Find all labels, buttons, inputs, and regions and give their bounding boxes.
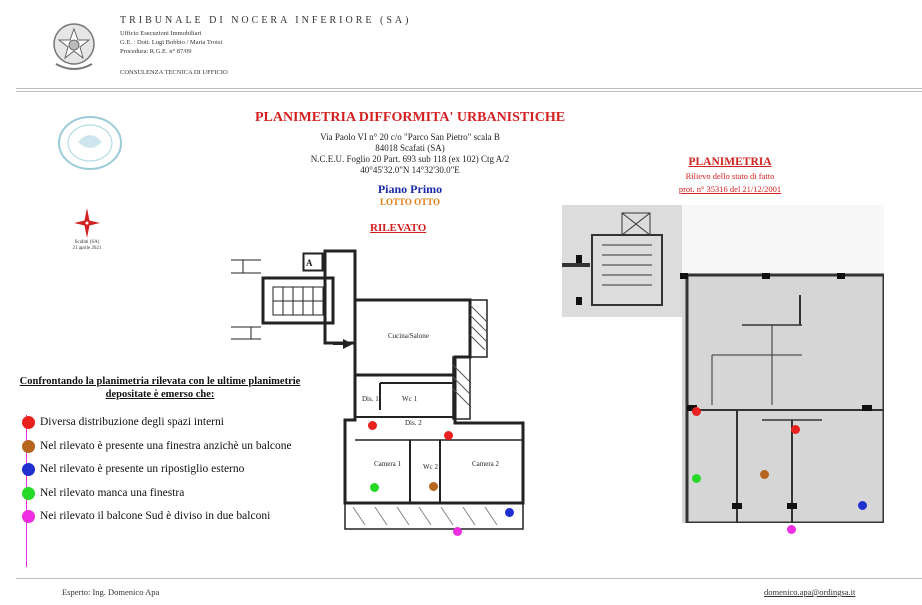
marker-external-storage: [505, 508, 514, 517]
comparison-heading: Confrontando la planimetria rilevata con le ultime planimetrie depositate è emerso che:: [19, 376, 301, 400]
footer-divider: [16, 578, 922, 579]
marker-internal-layout: [368, 421, 377, 430]
compass-location: Scafati (SA): [74, 240, 100, 245]
legend-item: [22, 459, 244, 479]
marker-missing-window: [370, 483, 379, 492]
room-cucina-salone: Cucina/Salone: [388, 332, 429, 340]
room-camera-2: Camera 2: [472, 460, 500, 468]
address-line-2: 84018 Scafati (SA): [375, 143, 445, 153]
marker-storage-deposited: [858, 501, 867, 510]
marker-internal-layout-deposited: [692, 407, 701, 416]
cadastral-line: N.C.E.U. Foglio 20 Part. 693 sub 118 (ex 102) Ctg A/2: [310, 154, 510, 164]
green-dot-icon: [22, 487, 35, 500]
marker-balcony-deposited: [787, 525, 796, 534]
right-plan-protocol: prot. n° 35316 del 21/12/2001: [678, 184, 782, 194]
judge-name: G.E. : Dott. Lugi Bobbio / Maria Troisi: [120, 39, 223, 46]
marker-south-balcony: [453, 527, 462, 536]
stamp-seal: [56, 114, 124, 172]
header-divider-2: [16, 91, 922, 92]
marker-internal-layout-deposited-2: [791, 425, 800, 434]
room-wc-2: Wc 2: [423, 463, 438, 471]
legend-item: [22, 436, 292, 456]
magenta-dot-icon: [22, 510, 35, 523]
red-dot-icon: [22, 416, 35, 429]
deposited-floor-plan-scan: [562, 205, 884, 523]
expert-email-link[interactable]: domenico.apa@ordingsa.it: [764, 587, 856, 597]
right-plan-title: PLANIMETRIA: [688, 156, 772, 168]
legend-text: Nel rilevato è presente una finestra anzichè un balcone: [40, 440, 292, 452]
consulenza-label: CONSULENZA TECNICA DI UFFICIO: [120, 69, 228, 76]
header-divider: [16, 88, 922, 89]
stair-label: A: [306, 258, 313, 268]
blue-dot-icon: [22, 463, 35, 476]
coordinates-line: 40°45'32.0"N 14°32'30.0"E: [360, 165, 460, 175]
emblem-italian-republic: [50, 14, 98, 76]
office-name: Ufficio Esecuzioni Immobiliari: [120, 30, 202, 37]
legend-text: Diversa distribuzione degli spazi interni: [40, 416, 224, 428]
lot-label: LOTTO OTTO: [380, 197, 440, 207]
expert-name: Esperto: Ing. Domenico Apa: [62, 587, 160, 597]
legend-text: Nel rilevato manca una finestra: [40, 487, 185, 499]
compass-caption: [62, 240, 112, 252]
right-plan-subtitle: Rilievo dello stato di fatto: [685, 171, 775, 181]
legend-item: [22, 412, 224, 432]
document-title: PLANIMETRIA DIFFORMITA' URBANISTICHE: [254, 110, 566, 125]
brown-dot-icon: [22, 440, 35, 453]
surveyed-label: RILEVATO: [370, 222, 427, 234]
legend-item: [22, 506, 270, 526]
room-wc-1: Wc 1: [402, 395, 417, 403]
address-line-1: Via Paolo VI n° 20 c/o "Parco San Pietro" scala B: [320, 132, 500, 142]
room-camera-1: Camera 1: [374, 460, 402, 468]
marker-missing-window-deposited: [692, 474, 701, 483]
legend-text: Nei rilevato il balcone Sud è diviso in due balconi: [40, 510, 271, 522]
legend-text: Nel rilevato è presente un ripostiglio esterno: [40, 463, 245, 475]
room-dis-2: Dis. 2: [405, 419, 422, 427]
north-arrow-icon: [72, 206, 102, 240]
floor-label: Piano Primo: [377, 182, 443, 196]
marker-internal-layout-2: [444, 431, 453, 440]
marker-window-deposited: [760, 470, 769, 479]
court-name: TRIBUNALE DI NOCERA INFERIORE (SA): [120, 15, 412, 26]
compass-date: 21 aprile 2021: [72, 246, 102, 251]
room-dis-1: Dis. 1: [362, 395, 379, 403]
legend-item: [22, 483, 184, 503]
procedure-number: Procedura: R.G.E. n° 87/09: [120, 48, 192, 55]
marker-window-instead-balcony: [429, 482, 438, 491]
